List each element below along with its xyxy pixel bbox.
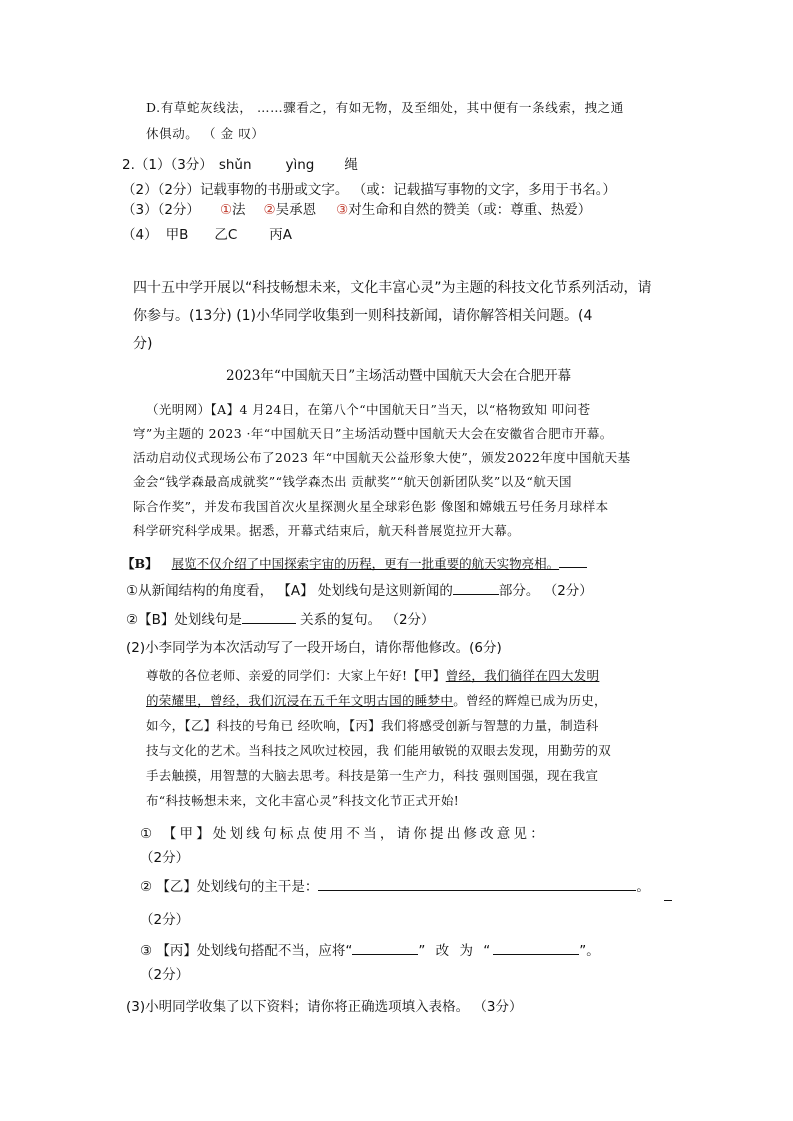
- speech-line-2: [146, 691, 607, 711]
- sub-question-1-a: [126, 580, 593, 601]
- answer-2-1-b: yìng: [285, 157, 315, 173]
- question-3-intro-line2: 你参与。(13分) (1)小华同学收集到一则科技新闻，请你解答相关问题。(4: [133, 308, 593, 324]
- item-3-close: ”。: [579, 943, 600, 959]
- question-3-intro-line1: 四十五中学开展以“科技畅想未来，文化丰富心灵”为主题的科技文化节系列活动，请: [133, 280, 652, 296]
- sub-question-1-a-prompt: ①从新闻结构的角度看， 【A】 处划线句是这则新闻的: [126, 583, 453, 599]
- speech-line-6: 布“科技畅想未来，文化丰富心灵”科技文化节正式开始!: [146, 793, 460, 808]
- answer-2-4: [122, 225, 292, 245]
- answer-2-2-label: （2）（2分）: [122, 182, 200, 198]
- answer-blank-4[interactable]: [352, 940, 418, 955]
- item-1-score: （2分）: [140, 850, 190, 866]
- answer-2-3-c: ③对生命和自然的赞美（或：尊重、热爱）: [336, 202, 592, 218]
- answer-blank-1[interactable]: [453, 580, 499, 595]
- speech-line-2-text: 。曾经的辉煌已成为历史，: [453, 693, 607, 708]
- news-line-4: 金会“钱学森最高成就奖”“钱学森杰出 贡献奖”“航天创新团队奖”以及“航天国: [133, 474, 572, 489]
- item-2: [140, 876, 650, 897]
- news-title: 2023年“中国航天日”主场活动暨中国航天大会在合肥开幕: [226, 368, 572, 384]
- speech-jia-underline-2: 的荣耀里，曾经，我们沉浸在五千年文明古国的睡梦中: [146, 693, 454, 708]
- item-3-score: （2分）: [140, 967, 190, 983]
- answer-2-1-a: shǔn: [218, 157, 252, 173]
- item-3: [140, 940, 600, 961]
- answer-2-1-c: 绳: [344, 157, 358, 173]
- news-b-line: [122, 553, 587, 574]
- speech-line-5: 手去触摸，用智慧的大脑去思考。科技是第一生产力，科技 强则国强，现在我宣: [146, 768, 599, 783]
- answer-2-4-label: （4）: [122, 227, 158, 243]
- news-line-1: （光明网）【A】4 月24日，在第八个“中国航天日”当天，以“格物致知 叩问苍: [146, 402, 591, 417]
- option-d-line1: D.有草蛇灰线法， ……骤看之，有如无物，及至细处，其中便有一条线索，拽之通: [146, 100, 624, 115]
- sub-question-3: (3)小明同学收集了以下资料；请你将正确选项填入表格。 （3分）: [126, 999, 523, 1015]
- sub-question-2-intro: (2)小李同学为本次活动写了一段开场白，请你帮他修改。(6分): [126, 640, 502, 656]
- news-line-6: 科学研究科学成果。据悉，开幕式结束后，航天科普展览拉开大幕。: [133, 523, 521, 538]
- news-b-sentence: 展览不仅介绍了中国探索宇宙的历程，更有一批重要的航天实物亮相。: [171, 556, 560, 571]
- speech-line-4: 技与文化的艺术。当科技之风吹过校园，我 们能用敏锐的双眼去发现，用勤劳的双: [146, 743, 612, 758]
- item-2-score: （2分）: [140, 912, 190, 928]
- answer-2-3-a: ①法: [219, 202, 246, 218]
- news-line-3: 活动启动仪式现场公布了2023 年“中国航天公益形象大使”，颁发2022年度中国航天基: [133, 450, 631, 465]
- answer-blank-3[interactable]: [318, 876, 636, 891]
- answer-blank-2[interactable]: [242, 609, 296, 624]
- speech-line-3: 如今，【乙】科技的号角已 经吹响，【丙】我们将感受创新与智慧的力量，制造科: [146, 718, 599, 733]
- answer-2-4-a: 甲B: [165, 227, 189, 243]
- answer-2-2-text: 记载事物的书册或文字。 （或：记载描写事物的文字，多用于书名。）: [199, 182, 616, 198]
- item-1-prompt: ① 【甲】处划线句标点使用不当，请你提出修改意见：: [140, 826, 547, 842]
- news-b-label: 【B】: [122, 556, 158, 571]
- news-line-2: 穹”为主题的 2023 ·年“中国航天日”主场活动暨中国航天大会在安徽省合肥市开幕。: [133, 426, 613, 441]
- news-line-5: 际合作奖”，并发布我国首次火星探测火星全球彩色影 像图和嫦娥五号任务月球样本: [133, 499, 609, 514]
- question-3-intro-line3: 分): [133, 336, 153, 352]
- option-d-line2: 休俱动。 （ 金 叹）: [146, 126, 265, 141]
- sub-question-1-a-score: 部分。 （2分）: [498, 583, 593, 599]
- answer-2-3: [122, 200, 591, 220]
- sub-question-1-b: [126, 609, 435, 630]
- answer-2-4-b: 乙C: [214, 227, 238, 243]
- item-2-prompt: ② 【乙】处划线句的主干是：: [140, 879, 319, 895]
- answer-2-3-b: ②吴承恩: [263, 202, 317, 218]
- speech-jia-underline-1: 曾经，我们徜徉在四大发明: [445, 668, 600, 683]
- answer-2-1-label: 2.（1）（3分）: [122, 157, 213, 173]
- answer-2-1: [122, 155, 358, 175]
- answer-blank-5[interactable]: [493, 940, 579, 955]
- speech-line-1: [146, 666, 599, 686]
- item-3-change-to: ” 改 为 “: [418, 943, 494, 959]
- sub-question-1-b-prompt: ②【B】处划线句是: [126, 612, 242, 628]
- trailing-mark: [664, 900, 672, 901]
- item-3-prompt: ③ 【丙】处划线句搭配不当，应将“: [140, 943, 353, 959]
- answer-2-4-c: 丙A: [269, 227, 293, 243]
- item-2-period: 。: [636, 879, 650, 895]
- answer-2-3-label: （3）（2分）: [122, 202, 200, 218]
- sub-question-1-b-score: 关系的复句。 （2分）: [295, 612, 435, 628]
- answer-2-2: [122, 180, 616, 200]
- speech-line-1-text: 尊敬的各位老师、亲爱的同学们：大家上午好!【甲】: [146, 668, 446, 683]
